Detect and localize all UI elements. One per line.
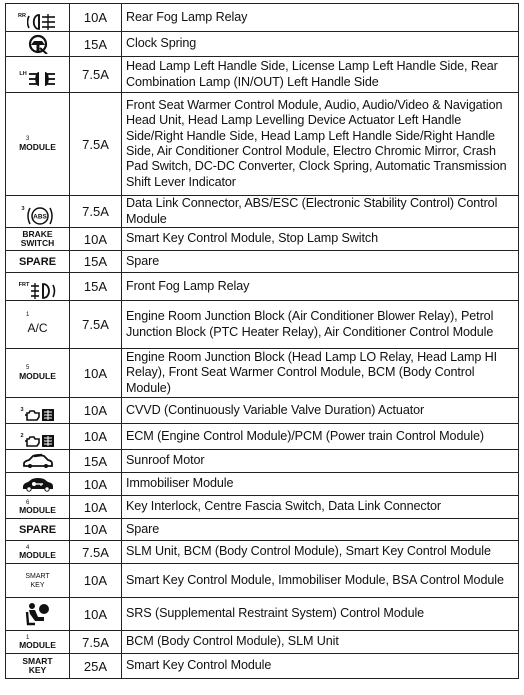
circuit-description: Front Seat Warmer Control Module, Audio, Audio/Video & Navigation Head Unit, Head Lamp Levelling Device Actuator Left Handle Side/Right Handle Side, Head Lamp Left Handle Side/Right Handle Side, Air Conditioner Control Module, Electro Chromic Mirror, Crash Pad Switch, DC-DC Converter, Clock Spring, Automatic Transmission Shift Lever Indicator: [122, 93, 519, 196]
symbol-label: MODULE: [19, 639, 56, 650]
engine-computer-icon: [25, 407, 55, 423]
symbol-cell: [6, 228, 70, 251]
amperage: 10A: [70, 598, 122, 631]
symbol-number: 6: [26, 499, 30, 506]
symbol-label-line1: SMART: [22, 656, 53, 666]
table-row: [6, 32, 519, 57]
symbol-tag: LH: [19, 71, 27, 77]
clock-spring-steering-icon: [28, 34, 48, 54]
symbol-cell: [6, 424, 70, 450]
table-row: [6, 631, 519, 654]
circuit-description: Key Interlock, Centre Fascia Switch, Data Link Connector: [122, 496, 519, 519]
table-row: [6, 424, 519, 450]
amperage: 10A: [70, 564, 122, 598]
amperage: 10A: [70, 424, 122, 450]
table-row: [6, 251, 519, 273]
sunroof-car-icon: [22, 453, 54, 469]
circuit-description: Engine Room Junction Block (Head Lamp LO Relay, Head Lamp HI Relay), Front Seat Warmer Control Module, BCM (Body Control Module): [122, 349, 519, 398]
abs-text: ABS: [32, 213, 47, 221]
circuit-description: SLM Unit, BCM (Body Control Module), Smart Key Control Module: [122, 541, 519, 564]
symbol-number: 2: [20, 433, 24, 439]
amperage: 10A: [70, 398, 122, 424]
amperage: 7.5A: [70, 93, 122, 196]
table-row: [6, 57, 519, 93]
symbol-label-line2: SWITCH: [20, 238, 55, 248]
circuit-description: SRS (Supplemental Restraint System) Control Module: [122, 598, 519, 631]
amperage: 15A: [70, 450, 122, 473]
amperage: 10A: [70, 473, 122, 496]
circuit-description: CVVD (Continuously Variable Valve Duration) Actuator: [122, 398, 519, 424]
symbol-label: A/C: [27, 321, 48, 335]
circuit-description: Clock Spring: [122, 32, 519, 57]
circuit-description: ECM (Engine Control Module)/PCM (Power train Control Module): [122, 424, 519, 450]
circuit-description: Immobiliser Module: [122, 473, 519, 496]
symbol-cell: [6, 273, 70, 301]
amperage: 15A: [70, 251, 122, 273]
symbol-cell: [6, 57, 70, 93]
amperage: 7.5A: [70, 196, 122, 228]
symbol-label-line2: KEY: [30, 581, 45, 589]
symbol-cell: [6, 541, 70, 564]
table-row: [6, 450, 519, 473]
symbol-label: MODULE: [19, 549, 56, 560]
airbag-occupant-icon: [25, 602, 51, 626]
symbol-label-line1: SMART: [25, 572, 50, 580]
symbol-label: MODULE: [19, 371, 56, 381]
headlamp-left-icon: [28, 71, 56, 87]
symbol-cell: [6, 301, 70, 349]
symbol-tag: FRT: [18, 282, 30, 288]
table-row: [6, 473, 519, 496]
circuit-description: Smart Key Control Module: [122, 654, 519, 679]
symbol-number: 1: [26, 634, 30, 641]
amperage: 15A: [70, 32, 122, 57]
symbol-label-line2: KEY: [28, 665, 47, 675]
circuit-description: Spare: [122, 519, 519, 541]
symbol-cell: [6, 598, 70, 631]
amperage: 10A: [70, 519, 122, 541]
table-row: [6, 398, 519, 424]
table-row: [6, 228, 519, 251]
amperage: 7.5A: [70, 541, 122, 564]
symbol-tag: RR: [18, 13, 26, 19]
table-row: [6, 598, 519, 631]
symbol-number: 4: [26, 544, 30, 551]
table-row: [6, 564, 519, 598]
symbol-label-line1: BRAKE: [22, 229, 53, 239]
symbol-cell: [6, 654, 70, 679]
symbol-number: 3: [20, 407, 24, 413]
amperage: 10A: [70, 349, 122, 398]
table-row: [6, 654, 519, 679]
amperage: 7.5A: [70, 301, 122, 349]
amperage: 7.5A: [70, 631, 122, 654]
symbol-label: SPARE: [18, 255, 57, 268]
circuit-description: Smart Key Control Module, Immobiliser Module, BSA Control Module: [122, 564, 519, 598]
circuit-description: Rear Fog Lamp Relay: [122, 4, 519, 32]
amperage: 10A: [70, 4, 122, 32]
symbol-label: SPARE: [18, 523, 57, 536]
amperage: 25A: [70, 654, 122, 679]
symbol-number: 3: [21, 206, 25, 212]
symbol-cell: [6, 564, 70, 598]
table-row: [6, 4, 519, 32]
table-row: [6, 273, 519, 301]
circuit-description: Smart Key Control Module, Stop Lamp Switch: [122, 228, 519, 251]
symbol-cell: [6, 519, 70, 541]
symbol-cell: [6, 93, 70, 196]
symbol-label: MODULE: [19, 504, 56, 515]
symbol-cell: [6, 473, 70, 496]
amperage: 7.5A: [70, 57, 122, 93]
table-row: [6, 519, 519, 541]
amperage: 10A: [70, 496, 122, 519]
symbol-cell: [6, 349, 70, 398]
circuit-description: Data Link Connector, ABS/ESC (Electronic Stability Control) Control Module: [122, 196, 519, 228]
amperage: 15A: [70, 273, 122, 301]
symbol-cell: [6, 196, 70, 228]
circuit-description: Spare: [122, 251, 519, 273]
symbol-cell: [6, 4, 70, 32]
table-row: [6, 93, 519, 196]
engine-computer-icon: [25, 433, 55, 449]
table-row: [6, 349, 519, 398]
table-row: [6, 496, 519, 519]
circuit-description: BCM (Body Control Module), SLM Unit: [122, 631, 519, 654]
symbol-label: MODULE: [19, 142, 56, 152]
circuit-description: Head Lamp Left Handle Side, License Lamp Left Handle Side, Rear Combination Lamp (IN/OUT) Left Handle Side: [122, 57, 519, 93]
fuse-table: [5, 3, 519, 679]
circuit-description: Sunroof Motor: [122, 450, 519, 473]
table-row: [6, 541, 519, 564]
symbol-cell: [6, 398, 70, 424]
symbol-cell: [6, 631, 70, 654]
symbol-cell: [6, 32, 70, 57]
front-fog-lamp-icon: [30, 282, 56, 300]
symbol-number: 1: [26, 312, 30, 318]
table-row: [6, 196, 519, 228]
amperage: 10A: [70, 228, 122, 251]
rear-fog-lamp-icon: [27, 13, 57, 31]
symbol-cell: [6, 251, 70, 273]
symbol-cell: [6, 450, 70, 473]
circuit-description: Front Fog Lamp Relay: [122, 273, 519, 301]
symbol-cell: [6, 496, 70, 519]
abs-icon: [26, 206, 54, 226]
table-row: [6, 301, 519, 349]
symbol-number: 5: [26, 365, 30, 371]
circuit-description: Engine Room Junction Block (Air Conditioner Blower Relay), Petrol Junction Block (PTC Heater Relay), Air Conditioner Control Module: [122, 301, 519, 349]
immobiliser-car-key-icon: [21, 476, 55, 492]
symbol-number: 3: [26, 136, 30, 142]
